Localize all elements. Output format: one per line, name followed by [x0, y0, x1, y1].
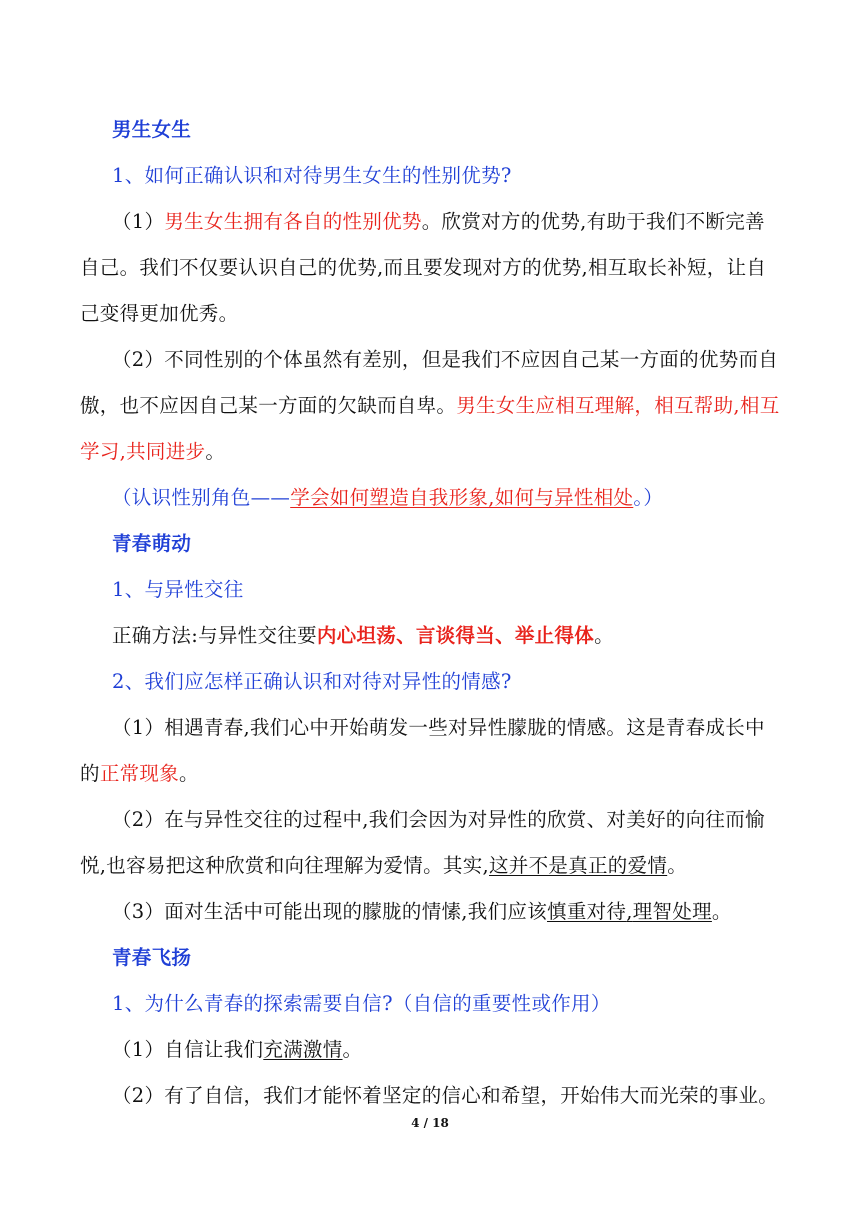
answer-2-line-2 — [80, 850, 786, 878]
section-heading-youth-awakening: 青春萌动 — [112, 532, 192, 555]
key-point-red: 男生女生拥有各自的性别优势 — [164, 210, 422, 233]
text-segment: 的 — [80, 762, 100, 785]
underlined-key-point: 学会如何塑造自我形象,如何与异性相处 — [290, 486, 634, 509]
key-point-red: 正常现象 — [99, 762, 180, 785]
section-heading-boys-girls: 男生女生 — [112, 118, 192, 141]
paragraph-2-line-1: （2）不同性别的个体虽然有差别，但是我们不应因自己某一方面的优势而自 — [112, 348, 779, 371]
text-segment: 。 — [594, 624, 614, 647]
underlined-comma: , — [626, 900, 633, 923]
underlined-key-point: 理智处理 — [632, 900, 712, 923]
key-point-red: 学习,共同进步 — [80, 440, 206, 463]
text-segment: 正确方法:与异性交往要 — [112, 624, 317, 647]
confidence-point-1 — [112, 1034, 818, 1062]
answer-2-line-1: （2）在与异性交往的过程中,我们会因为对异性的欣赏、对美好的向往而愉 — [112, 808, 765, 831]
confidence-point-2: （2）有了自信，我们才能怀着坚定的信心和希望，开始伟大而光荣的事业。 — [112, 1084, 779, 1107]
underlined-key-point: 充满激情 — [263, 1038, 343, 1061]
question-confidence: 1、为什么青春的探索需要自信?（自信的重要性或作用） — [112, 992, 611, 1015]
item-number: （1） — [112, 210, 165, 233]
section-heading-youth-soaring: 青春飞扬 — [112, 946, 192, 969]
paragraph-1-line-3: 己变得更加优秀。 — [80, 302, 239, 325]
paragraph-1-line-2: 自己。我们不仅要认识自己的优势,而且要发现对方的优势,相互取长补短，让自 — [80, 256, 767, 279]
paragraph-2-line-3 — [80, 436, 786, 464]
page-number: 4 / 18 — [411, 1116, 449, 1130]
text-segment: 。欣赏对方的优势,有助于我们不断完善 — [421, 210, 765, 233]
text-segment: 。 — [205, 440, 226, 463]
text-segment: 傲，也不应因自己某一方面的欠缺而自卑。 — [80, 394, 457, 417]
key-point-red: 男生女生应相互理解，相互帮助,相互 — [456, 394, 780, 417]
key-point-bold-red: 内心坦荡、言谈得当、举止得体 — [316, 624, 595, 647]
question-gender-advantages: 1、如何正确认识和对待男生女生的性别优势? — [112, 164, 512, 187]
note-open: （认识性别角色—— — [112, 486, 291, 509]
gender-role-note — [112, 482, 818, 510]
text-segment: 。 — [711, 900, 732, 923]
text-segment: 。 — [179, 762, 199, 785]
answer-1-line-1: （1）相遇青春,我们心中开始萌发一些对异性朦胧的情感。这是青春成长中 — [112, 716, 765, 739]
note-close: 。） — [633, 486, 664, 509]
paragraph-2-line-2 — [80, 390, 786, 418]
text-segment: 。 — [342, 1038, 363, 1061]
correct-method-line — [112, 620, 818, 648]
text-segment: （3）面对生活中可能出现的朦胧的情愫,我们应该 — [112, 900, 548, 923]
question-opposite-sex-interaction: 1、与异性交往 — [112, 578, 244, 601]
question-feelings: 2、我们应怎样正确认识和对待对异性的情感? — [112, 670, 512, 693]
underlined-key-point: 这并不是真正的爱情 — [489, 854, 668, 877]
underlined-key-point: 慎重对待 — [547, 900, 627, 923]
answer-3-line — [112, 896, 818, 924]
answer-1-line-2 — [80, 758, 786, 786]
text-segment: （1）自信让我们 — [112, 1038, 264, 1061]
paragraph-1-line-1 — [112, 206, 818, 234]
text-segment: 。 — [667, 854, 688, 877]
text-segment: 悦,也容易把这种欣赏和向往理解为爱情。其实, — [80, 854, 489, 877]
